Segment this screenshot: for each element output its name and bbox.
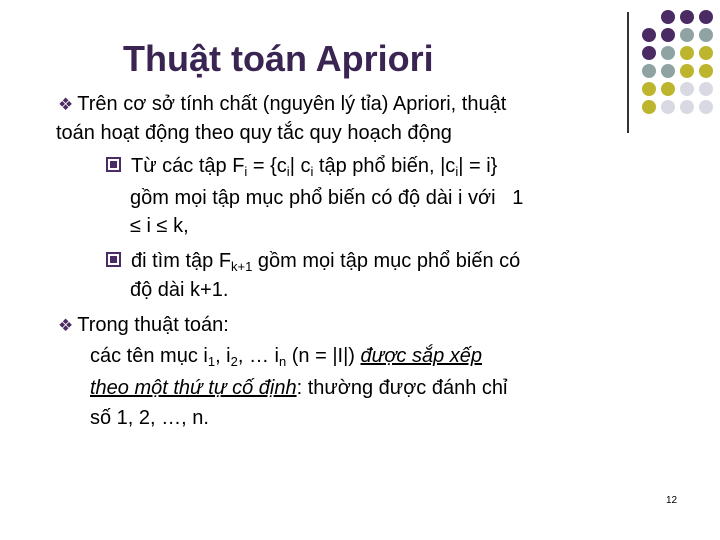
decorative-dot <box>661 28 675 42</box>
square-bullet-icon <box>106 157 121 172</box>
bullet-2-line-3: theo một thứ tự cố định: thường được đánh chỉ <box>90 377 508 399</box>
decorative-dot <box>661 10 675 24</box>
decorative-dot <box>661 82 675 96</box>
decorative-dot <box>680 100 694 114</box>
slide-title: Thuật toán Apriori <box>123 38 434 79</box>
page-number: 12 <box>666 495 678 506</box>
sub-bullet-1-line-2: gồm mọi tập mục phổ biến có độ dài i với 1 <box>130 187 524 209</box>
decorative-dot <box>699 82 713 96</box>
sub-bullet-2-line-1: đi tìm tập $F_{k+1}$ gồm mọi tập mục phổ biến có <box>106 249 520 279</box>
decorative-dot <box>642 100 656 114</box>
decorative-dot <box>680 28 694 42</box>
decorative-dot <box>642 64 656 78</box>
decorative-dot <box>699 10 713 24</box>
decorative-dot <box>661 46 675 60</box>
diamond-bullet-icon: ❖ <box>58 95 74 114</box>
decorative-dot <box>680 64 694 78</box>
decorative-dot-grid <box>642 10 718 122</box>
square-bullet-icon <box>106 252 121 267</box>
decorative-dot <box>642 46 656 60</box>
decorative-dot <box>661 64 675 78</box>
decorative-dot <box>699 28 713 42</box>
sub-bullet-2-line-2: độ dài k+1. <box>130 279 229 301</box>
bullet-1-line-2: toán hoạt động theo quy tắc quy hoạch động <box>56 122 452 144</box>
decorative-dot <box>680 46 694 60</box>
decorative-dot <box>680 82 694 96</box>
divider-line <box>627 12 629 133</box>
bullet-2-line-1: ❖ Trong thuật toán: <box>58 314 229 336</box>
decorative-dot <box>699 100 713 114</box>
decorative-dot <box>642 82 656 96</box>
decorative-dot <box>680 10 694 24</box>
decorative-dot <box>661 100 675 114</box>
decorative-dot <box>699 46 713 60</box>
bullet-1-line-1: ❖ Trên cơ sở tính chất (nguyên lý tỉa) Apriori, thuật <box>58 93 507 115</box>
diamond-bullet-icon: ❖ <box>58 316 74 335</box>
decorative-dot <box>699 64 713 78</box>
bullet-2-line-4: số 1, 2, …, n. <box>90 407 209 429</box>
bullet-2-line-2: các tên mục $i_1$, $i_2$, … $i_n$ (n = |I|) được sắp xếp <box>90 345 483 369</box>
decorative-dot <box>642 28 656 42</box>
sub-bullet-1-line-1: Từ các tập $F_i = \{c_i|$ $c_i$ tập phổ biến, $|c_i| = i$} <box>106 154 497 184</box>
sub-bullet-1-line-3: ≤ i ≤ k, <box>130 215 189 237</box>
